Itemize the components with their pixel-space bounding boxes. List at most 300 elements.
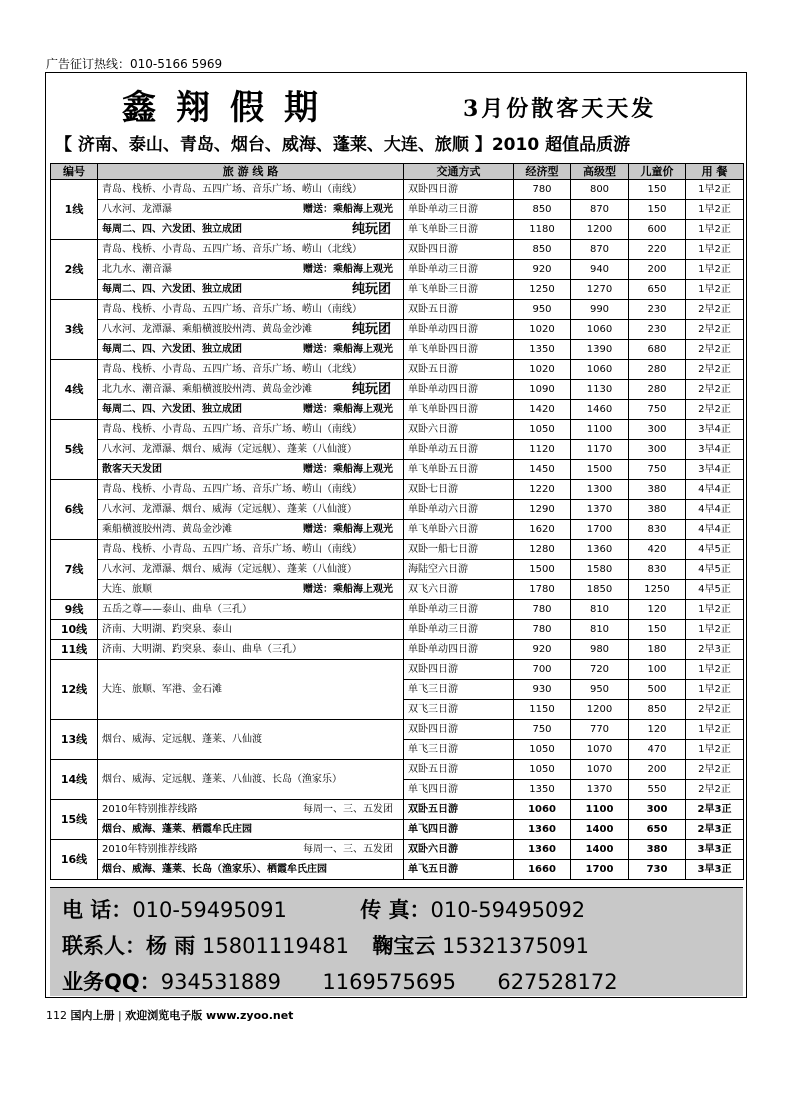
route-cell bbox=[98, 340, 404, 360]
transport: 双卧四日游 bbox=[404, 180, 514, 200]
header-child: 儿童价 bbox=[629, 164, 686, 180]
departure-schedule: 每周二、四、六发团、独立成团 bbox=[102, 283, 242, 295]
transport: 单卧单动五日游 bbox=[404, 440, 514, 460]
price-child: 380 bbox=[629, 840, 686, 860]
price-child: 830 bbox=[629, 560, 686, 580]
price-premium: 1500 bbox=[571, 460, 629, 480]
header-meal: 用 餐 bbox=[686, 164, 744, 180]
transport: 双卧五日游 bbox=[404, 760, 514, 780]
meal: 1早2正 bbox=[686, 200, 744, 220]
price-economy: 1090 bbox=[514, 380, 571, 400]
table-row bbox=[51, 400, 744, 420]
price-economy: 1350 bbox=[514, 340, 571, 360]
table-row bbox=[51, 640, 744, 660]
table-row bbox=[51, 260, 744, 280]
meal: 2早2正 bbox=[686, 760, 744, 780]
fax-label: 传 真： bbox=[360, 898, 431, 922]
transport: 单飞四日游 bbox=[404, 780, 514, 800]
departure-schedule: 每周二、四、六发团、独立成团 bbox=[102, 343, 242, 355]
transport: 单飞三日游 bbox=[404, 740, 514, 760]
transport: 单卧单动三日游 bbox=[404, 600, 514, 620]
price-child: 600 bbox=[629, 220, 686, 240]
price-economy: 1050 bbox=[514, 760, 571, 780]
tour-type-tag: 纯玩团 bbox=[351, 321, 391, 337]
price-premium: 1060 bbox=[571, 320, 629, 340]
price-child: 150 bbox=[629, 200, 686, 220]
transport: 双飞六日游 bbox=[404, 580, 514, 600]
price-premium: 1060 bbox=[571, 360, 629, 380]
price-economy: 1660 bbox=[514, 860, 571, 880]
table-row bbox=[51, 360, 744, 380]
price-economy: 1350 bbox=[514, 780, 571, 800]
line-number: 13线 bbox=[51, 720, 98, 760]
price-premium: 800 bbox=[571, 180, 629, 200]
route-text: 青岛、栈桥、小青岛、五四广场、音乐广场、崂山（北线） bbox=[98, 360, 404, 380]
transport: 单卧单动四日游 bbox=[404, 320, 514, 340]
tour-type-tag: 纯玩团 bbox=[351, 281, 391, 297]
price-child: 200 bbox=[629, 760, 686, 780]
brand-subtitle: 3月份散客天天发 bbox=[463, 96, 657, 122]
price-economy: 780 bbox=[514, 180, 571, 200]
meal: 1早2正 bbox=[686, 180, 744, 200]
price-child: 730 bbox=[629, 860, 686, 880]
brand-title: 鑫翔假期 bbox=[122, 88, 338, 128]
route-text: 八水河、龙潭瀑、烟台、威海（定远舰）、蓬莱（八仙渡） bbox=[98, 560, 404, 580]
price-economy: 1220 bbox=[514, 480, 571, 500]
price-child: 200 bbox=[629, 260, 686, 280]
meal: 1早2正 bbox=[686, 260, 744, 280]
line-number: 5线 bbox=[51, 420, 98, 480]
transport: 单卧单动三日游 bbox=[404, 620, 514, 640]
table-row bbox=[51, 320, 744, 340]
route-text: 乘船横渡胶州湾、黄岛金沙滩 bbox=[102, 523, 232, 535]
route-cell bbox=[98, 580, 404, 600]
price-child: 380 bbox=[629, 500, 686, 520]
footer-divider: | bbox=[118, 1009, 122, 1022]
table-row bbox=[51, 240, 744, 260]
table-row bbox=[51, 600, 744, 620]
gift-note: 赠送：乘船海上观光 bbox=[303, 523, 393, 535]
route-text: 北九水、潮音瀑、乘船横渡胶州湾、黄岛金沙滩 bbox=[102, 383, 312, 395]
price-child: 100 bbox=[629, 660, 686, 680]
price-child: 180 bbox=[629, 640, 686, 660]
phone-label: 电 话： bbox=[62, 898, 133, 922]
phone-number: 010-59495091 bbox=[132, 898, 287, 922]
transport: 单卧单动四日游 bbox=[404, 380, 514, 400]
gift-note: 赠送：乘船海上观光 bbox=[303, 263, 393, 275]
route-text: 烟台、威海、定远舰、蓬莱、八仙渡 bbox=[98, 720, 404, 760]
price-child: 300 bbox=[629, 800, 686, 820]
price-child: 150 bbox=[629, 180, 686, 200]
price-premium: 1200 bbox=[571, 700, 629, 720]
price-economy: 1450 bbox=[514, 460, 571, 480]
gift-note: 赠送：乘船海上观光 bbox=[303, 403, 393, 415]
meal: 1早2正 bbox=[686, 660, 744, 680]
transport: 海陆空六日游 bbox=[404, 560, 514, 580]
route-cell bbox=[98, 220, 404, 240]
price-economy: 1050 bbox=[514, 740, 571, 760]
route-text: 八水河、龙潭瀑 bbox=[102, 203, 172, 215]
transport: 单卧单动三日游 bbox=[404, 260, 514, 280]
price-child: 220 bbox=[629, 240, 686, 260]
route-cell bbox=[98, 260, 404, 280]
meal: 2早2正 bbox=[686, 380, 744, 400]
meal: 2早3正 bbox=[686, 640, 744, 660]
meal: 2早3正 bbox=[686, 820, 744, 840]
price-premium: 810 bbox=[571, 620, 629, 640]
price-child: 120 bbox=[629, 600, 686, 620]
transport: 单卧单动六日游 bbox=[404, 500, 514, 520]
line-number: 7线 bbox=[51, 540, 98, 600]
transport: 单飞单卧四日游 bbox=[404, 400, 514, 420]
gift-note: 赠送：乘船海上观光 bbox=[303, 463, 393, 475]
route-text: 青岛、栈桥、小青岛、五四广场、音乐广场、崂山（南线） bbox=[98, 420, 404, 440]
line-number: 11线 bbox=[51, 640, 98, 660]
table-row bbox=[51, 560, 744, 580]
line-number: 3线 bbox=[51, 300, 98, 360]
meal: 2早2正 bbox=[686, 360, 744, 380]
price-premium: 950 bbox=[571, 680, 629, 700]
transport: 双卧七日游 bbox=[404, 480, 514, 500]
route-text: 大连、旅顺、军港、金石滩 bbox=[98, 660, 404, 720]
meal: 1早2正 bbox=[686, 720, 744, 740]
price-economy: 1620 bbox=[514, 520, 571, 540]
table-row bbox=[51, 380, 744, 400]
person2-name: 鞠宝云 bbox=[372, 934, 436, 958]
route-text: 青岛、栈桥、小青岛、五四广场、音乐广场、崂山（南线） bbox=[98, 540, 404, 560]
price-economy: 1780 bbox=[514, 580, 571, 600]
route-text: 大连、旅顺 bbox=[102, 583, 152, 595]
route-cell bbox=[98, 840, 404, 860]
meal: 1早2正 bbox=[686, 680, 744, 700]
meal: 2早2正 bbox=[686, 340, 744, 360]
price-premium: 1390 bbox=[571, 340, 629, 360]
route-cell bbox=[98, 380, 404, 400]
price-economy: 750 bbox=[514, 720, 571, 740]
transport: 双卧一船七日游 bbox=[404, 540, 514, 560]
route-cell bbox=[98, 280, 404, 300]
price-economy: 1500 bbox=[514, 560, 571, 580]
table-row bbox=[51, 480, 744, 500]
transport: 双卧五日游 bbox=[404, 800, 514, 820]
price-child: 280 bbox=[629, 380, 686, 400]
departure-schedule: 每周一、三、五发团 bbox=[303, 843, 393, 855]
route-text: 北九水、潮音瀑 bbox=[102, 263, 172, 275]
price-economy: 1360 bbox=[514, 820, 571, 840]
price-premium: 1300 bbox=[571, 480, 629, 500]
transport: 双飞三日游 bbox=[404, 700, 514, 720]
line-number: 6线 bbox=[51, 480, 98, 540]
price-premium: 1170 bbox=[571, 440, 629, 460]
price-child: 650 bbox=[629, 820, 686, 840]
price-child: 750 bbox=[629, 460, 686, 480]
meal: 1早2正 bbox=[686, 220, 744, 240]
price-economy: 1360 bbox=[514, 840, 571, 860]
gift-note: 赠送：乘船海上观光 bbox=[303, 203, 393, 215]
price-premium: 1100 bbox=[571, 420, 629, 440]
price-economy: 1290 bbox=[514, 500, 571, 520]
price-premium: 1370 bbox=[571, 500, 629, 520]
price-child: 230 bbox=[629, 300, 686, 320]
price-premium: 1360 bbox=[571, 540, 629, 560]
line-number: 16线 bbox=[51, 840, 98, 880]
price-economy: 1280 bbox=[514, 540, 571, 560]
tour-type-tag: 纯玩团 bbox=[351, 221, 391, 237]
route-text: 2010年特别推荐线路 bbox=[102, 803, 198, 815]
table-row bbox=[51, 800, 744, 820]
meal: 2早2正 bbox=[686, 700, 744, 720]
table-row bbox=[51, 300, 744, 320]
price-economy: 700 bbox=[514, 660, 571, 680]
price-child: 830 bbox=[629, 520, 686, 540]
meal: 4早4正 bbox=[686, 520, 744, 540]
qq-number: 1169575695 bbox=[322, 970, 456, 994]
departure-schedule: 散客天天发团 bbox=[102, 463, 162, 475]
page-footer bbox=[46, 1007, 293, 1023]
table-row bbox=[51, 340, 744, 360]
price-economy: 920 bbox=[514, 640, 571, 660]
table-row bbox=[51, 220, 744, 240]
transport: 双卧四日游 bbox=[404, 660, 514, 680]
price-premium: 1270 bbox=[571, 280, 629, 300]
qq-line bbox=[62, 966, 618, 996]
line-number: 9线 bbox=[51, 600, 98, 620]
contact-panel bbox=[50, 887, 743, 996]
transport: 单飞单卧三日游 bbox=[404, 280, 514, 300]
route-text: 青岛、栈桥、小青岛、五四广场、音乐广场、崂山（南线） bbox=[98, 300, 404, 320]
tour-table bbox=[50, 163, 744, 880]
route-cell bbox=[98, 520, 404, 540]
meal: 2早2正 bbox=[686, 320, 744, 340]
table-row bbox=[51, 840, 744, 860]
meal: 2早2正 bbox=[686, 780, 744, 800]
price-premium: 1130 bbox=[571, 380, 629, 400]
price-child: 120 bbox=[629, 720, 686, 740]
meal: 3早4正 bbox=[686, 460, 744, 480]
price-economy: 850 bbox=[514, 240, 571, 260]
price-premium: 870 bbox=[571, 200, 629, 220]
table-row bbox=[51, 620, 744, 640]
route-text: 青岛、栈桥、小青岛、五四广场、音乐广场、崂山（北线） bbox=[98, 240, 404, 260]
qq-number: 627528172 bbox=[497, 970, 618, 994]
price-child: 650 bbox=[629, 280, 686, 300]
gift-note: 赠送：乘船海上观光 bbox=[303, 343, 393, 355]
line-number: 15线 bbox=[51, 800, 98, 840]
gift-note: 赠送：乘船海上观光 bbox=[303, 583, 393, 595]
table-row bbox=[51, 420, 744, 440]
price-economy: 1020 bbox=[514, 360, 571, 380]
price-child: 420 bbox=[629, 540, 686, 560]
transport: 双卧五日游 bbox=[404, 360, 514, 380]
transport: 双卧四日游 bbox=[404, 720, 514, 740]
meal: 3早3正 bbox=[686, 860, 744, 880]
table-row bbox=[51, 440, 744, 460]
header-route: 旅 游 线 路 bbox=[98, 164, 404, 180]
meal: 1早2正 bbox=[686, 740, 744, 760]
route-cell bbox=[98, 200, 404, 220]
price-economy: 930 bbox=[514, 680, 571, 700]
page-number: 112 bbox=[46, 1009, 67, 1022]
route-text: 烟台、威海、定远舰、蓬莱、八仙渡、长岛（渔家乐） bbox=[98, 760, 404, 800]
transport: 双卧五日游 bbox=[404, 300, 514, 320]
meal: 2早2正 bbox=[686, 400, 744, 420]
price-premium: 990 bbox=[571, 300, 629, 320]
price-premium: 770 bbox=[571, 720, 629, 740]
price-premium: 870 bbox=[571, 240, 629, 260]
phone-line bbox=[62, 894, 585, 924]
table-row bbox=[51, 280, 744, 300]
price-child: 550 bbox=[629, 780, 686, 800]
price-economy: 1020 bbox=[514, 320, 571, 340]
route-cell bbox=[98, 800, 404, 820]
route-text: 青岛、栈桥、小青岛、五四广场、音乐广场、崂山（南线） bbox=[98, 180, 404, 200]
price-premium: 810 bbox=[571, 600, 629, 620]
price-premium: 1700 bbox=[571, 520, 629, 540]
meal: 4早5正 bbox=[686, 560, 744, 580]
meal: 1早2正 bbox=[686, 240, 744, 260]
price-premium: 1070 bbox=[571, 740, 629, 760]
price-child: 680 bbox=[629, 340, 686, 360]
person2-phone: 15321375091 bbox=[442, 934, 590, 958]
transport: 双卧六日游 bbox=[404, 840, 514, 860]
meal: 3早3正 bbox=[686, 840, 744, 860]
price-child: 850 bbox=[629, 700, 686, 720]
route-text: 五岳之尊——泰山、曲阜（三孔） bbox=[98, 600, 404, 620]
route-banner: 【 济南、泰山、青岛、烟台、威海、蓬莱、大连、旅顺 】2010 超值品质游 bbox=[55, 135, 631, 155]
table-header bbox=[51, 164, 744, 180]
meal: 1早2正 bbox=[686, 600, 744, 620]
tour-type-tag: 纯玩团 bbox=[351, 381, 391, 397]
line-number: 14线 bbox=[51, 760, 98, 800]
price-child: 150 bbox=[629, 620, 686, 640]
meal: 4早5正 bbox=[686, 580, 744, 600]
transport: 单飞五日游 bbox=[404, 860, 514, 880]
table-row bbox=[51, 820, 744, 840]
header-no: 编号 bbox=[51, 164, 98, 180]
transport: 单卧单动四日游 bbox=[404, 640, 514, 660]
departure-schedule: 每周一、三、五发团 bbox=[303, 803, 393, 815]
price-child: 750 bbox=[629, 400, 686, 420]
person1-phone: 15801119481 bbox=[202, 934, 349, 958]
price-economy: 850 bbox=[514, 200, 571, 220]
route-text: 济南、大明湖、趵突泉、泰山 bbox=[98, 620, 404, 640]
line-number: 4线 bbox=[51, 360, 98, 420]
transport: 单飞单卧三日游 bbox=[404, 220, 514, 240]
transport: 双卧六日游 bbox=[404, 420, 514, 440]
price-child: 300 bbox=[629, 420, 686, 440]
price-economy: 1150 bbox=[514, 700, 571, 720]
person1-name: 杨 雨 bbox=[146, 934, 196, 958]
price-economy: 780 bbox=[514, 600, 571, 620]
departure-schedule: 每周二、四、六发团、独立成团 bbox=[102, 403, 242, 415]
table-row bbox=[51, 460, 744, 480]
transport: 单飞三日游 bbox=[404, 680, 514, 700]
price-economy: 1060 bbox=[514, 800, 571, 820]
route-cell bbox=[98, 320, 404, 340]
price-economy: 1180 bbox=[514, 220, 571, 240]
line-number: 2线 bbox=[51, 240, 98, 300]
price-premium: 1070 bbox=[571, 760, 629, 780]
price-premium: 940 bbox=[571, 260, 629, 280]
price-economy: 1050 bbox=[514, 420, 571, 440]
price-economy: 950 bbox=[514, 300, 571, 320]
price-premium: 1100 bbox=[571, 800, 629, 820]
transport: 单飞单卧五日游 bbox=[404, 460, 514, 480]
price-economy: 780 bbox=[514, 620, 571, 640]
route-text: 2010年特别推荐线路 bbox=[102, 843, 198, 855]
person-label: 联系人： bbox=[62, 934, 146, 958]
footer-text: 欢迎浏览电子版 www.zyoo.net bbox=[125, 1009, 294, 1022]
price-child: 280 bbox=[629, 360, 686, 380]
person-line bbox=[62, 930, 589, 960]
price-premium: 1460 bbox=[571, 400, 629, 420]
meal: 4早4正 bbox=[686, 480, 744, 500]
price-child: 300 bbox=[629, 440, 686, 460]
meal: 3早4正 bbox=[686, 420, 744, 440]
transport: 单飞四日游 bbox=[404, 820, 514, 840]
transport: 双卧四日游 bbox=[404, 240, 514, 260]
route-cell bbox=[98, 400, 404, 420]
table-row bbox=[51, 660, 744, 680]
section-name: 国内上册 bbox=[70, 1009, 115, 1022]
table-row bbox=[51, 500, 744, 520]
fax-number: 010-59495092 bbox=[430, 898, 586, 922]
meal: 4早5正 bbox=[686, 540, 744, 560]
price-premium: 1850 bbox=[571, 580, 629, 600]
meal: 2早2正 bbox=[686, 300, 744, 320]
table-row bbox=[51, 540, 744, 560]
line-number: 10线 bbox=[51, 620, 98, 640]
transport: 单飞单卧四日游 bbox=[404, 340, 514, 360]
price-economy: 1250 bbox=[514, 280, 571, 300]
table-row bbox=[51, 760, 744, 780]
price-child: 380 bbox=[629, 480, 686, 500]
price-premium: 1400 bbox=[571, 820, 629, 840]
transport: 单卧单动三日游 bbox=[404, 200, 514, 220]
header-transport: 交通方式 bbox=[404, 164, 514, 180]
table-row bbox=[51, 200, 744, 220]
meal: 3早4正 bbox=[686, 440, 744, 460]
price-premium: 1700 bbox=[571, 860, 629, 880]
qq-label: 业务QQ： bbox=[62, 970, 161, 994]
price-economy: 1420 bbox=[514, 400, 571, 420]
price-economy: 920 bbox=[514, 260, 571, 280]
meal: 2早3正 bbox=[686, 800, 744, 820]
route-text: 烟台、威海、蓬莱、栖霞牟氏庄园 bbox=[98, 820, 404, 840]
price-premium: 1580 bbox=[571, 560, 629, 580]
price-premium: 1400 bbox=[571, 840, 629, 860]
route-text: 八水河、龙潭瀑、乘船横渡胶州湾、黄岛金沙滩 bbox=[102, 323, 312, 335]
route-text: 八水河、龙潭瀑、烟台、威海（定远舰）、蓬莱（八仙渡） bbox=[98, 440, 404, 460]
price-premium: 720 bbox=[571, 660, 629, 680]
meal: 4早4正 bbox=[686, 500, 744, 520]
route-text: 八水河、龙潭瀑、烟台、威海（定远舰）、蓬莱（八仙渡） bbox=[98, 500, 404, 520]
table-row bbox=[51, 580, 744, 600]
line-number: 1线 bbox=[51, 180, 98, 240]
route-cell bbox=[98, 460, 404, 480]
meal: 1早2正 bbox=[686, 280, 744, 300]
price-premium: 1370 bbox=[571, 780, 629, 800]
price-premium: 980 bbox=[571, 640, 629, 660]
price-child: 230 bbox=[629, 320, 686, 340]
price-child: 470 bbox=[629, 740, 686, 760]
transport: 单飞单卧六日游 bbox=[404, 520, 514, 540]
header-economy: 经济型 bbox=[514, 164, 571, 180]
meal: 1早2正 bbox=[686, 620, 744, 640]
route-text: 烟台、威海、蓬莱、长岛（渔家乐）、栖霞牟氏庄园 bbox=[98, 860, 404, 880]
route-text: 青岛、栈桥、小青岛、五四广场、音乐广场、崂山（南线） bbox=[98, 480, 404, 500]
table-row bbox=[51, 860, 744, 880]
